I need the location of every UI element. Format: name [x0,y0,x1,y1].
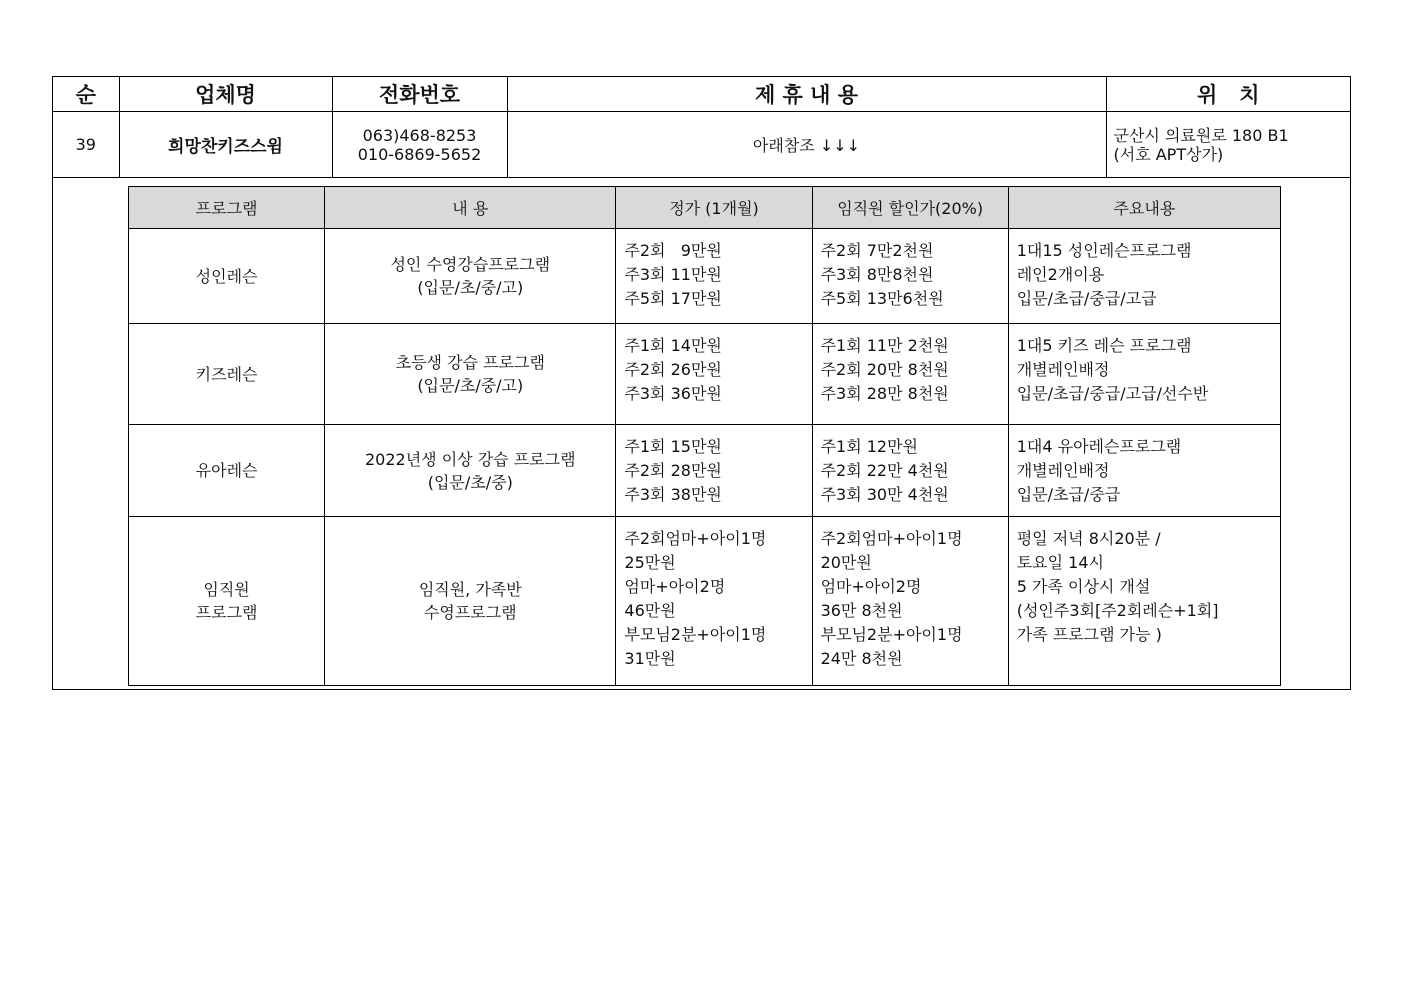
discount-cell [812,229,1008,324]
header-no: 순 [53,77,119,112]
affiliate-table-header [53,77,1350,112]
row-location [1106,112,1350,178]
cell-line: 주3회 36만원 [624,384,722,403]
cell-line: 주3회 38만원 [624,485,722,504]
cell-line: 입문/초급/중급/고급 [1016,289,1157,308]
program-row [129,324,1281,425]
cell-line: 46만원 [624,601,676,620]
program-row [129,229,1281,324]
cell-line: 엄마+아이2명 [624,577,726,596]
discount-cell [812,517,1008,686]
cell-line: 24만 8천원 [820,649,903,668]
row-phone [332,112,507,178]
discount-cell [812,324,1008,425]
cell-line: 평일 저녁 8시20분 / [1016,529,1161,548]
cell-line: 임직원, 가족반 [418,580,522,599]
row-no: 39 [53,112,119,178]
cell-line: 2022년생 이상 강습 프로그램 [365,449,576,469]
discount-cell [812,425,1008,517]
cell-line: 주1회 12만원 [820,437,919,456]
cell-line: 1대4 유아레슨프로그램 [1016,437,1182,456]
header-discount: 임직원 할인가(20%) [812,187,1008,229]
content-cell [325,229,616,324]
cell-line: 주1회 15만원 [624,437,722,456]
cell-line: (입문/초/중/고) [417,278,524,297]
header-content: 내 용 [325,187,616,229]
cell-line: 주5회 13만6천원 [820,289,944,308]
phone-line: 010-6869-5652 [357,144,482,164]
cell-line: 입문/초급/중급 [1016,485,1121,504]
cell-line: 레인2개이용 [1016,265,1105,284]
content-cell [325,324,616,425]
header-location: 위 치 [1106,77,1350,112]
cell-line: 36만 8천원 [820,601,903,620]
program-table-header [129,187,1281,229]
affiliate-document [52,76,1351,690]
cell-line: 20만원 [820,553,872,572]
location-line: (서호 APT상가) [1113,144,1224,164]
cell-line: 성인레슨 [195,266,258,286]
notes-cell [1008,517,1280,686]
cell-line: 주2회 9만원 [624,241,722,260]
cell-line: 초등생 강습 프로그램 [395,353,545,372]
cell-line: 개별레인배정 [1016,360,1110,379]
price-cell [616,517,812,686]
cell-line: 수영프로그램 [423,603,517,622]
cell-line: 프로그램 [195,603,258,622]
header-phone: 전화번호 [332,77,507,112]
cell-line: 1대15 성인레슨프로그램 [1016,241,1192,260]
cell-line: 주2회 7만2천원 [820,241,934,260]
cell-line: 개별레인배정 [1016,461,1110,480]
cell-line: 주2회엄마+아이1명 [624,529,767,548]
phone-line: 063)468-8253 [362,125,477,145]
cell-line: 성인 수영강습프로그램 [390,255,551,274]
header-notes: 주요내용 [1008,187,1280,229]
cell-line: 주3회 8만8천원 [820,265,934,284]
cell-line: 주2회엄마+아이1명 [820,529,963,548]
price-cell [616,425,812,517]
cell-line: 부모님2분+아이1명 [624,625,767,644]
cell-line: 엄마+아이2명 [820,577,922,596]
cell-line: 가족 프로그램 가능 ) [1016,625,1162,644]
cell-line: 주3회 28만 8천원 [820,384,949,403]
notes-cell [1008,229,1280,324]
content-cell [325,517,616,686]
cell-line: (입문/초/중/고) [417,376,524,395]
header-company: 업체명 [119,77,332,112]
row-company: 희망찬키즈스윔 [119,112,332,178]
cell-line: 주5회 17만원 [624,289,722,308]
cell-line: (입문/초/중) [427,472,513,492]
program-cell [129,324,325,425]
price-cell [616,324,812,425]
cell-line: 25만원 [624,553,676,572]
cell-line: 5 가족 이상시 개설 [1016,577,1151,596]
affiliate-table [53,77,1350,178]
affiliate-row [53,112,1350,178]
notes-cell [1008,324,1280,425]
cell-line: 임직원 [203,580,250,599]
program-cell [129,425,325,517]
cell-line: 주3회 30만 4천원 [820,485,949,504]
cell-line: 주2회 20만 8천원 [820,360,949,379]
cell-line: 주2회 22만 4천원 [820,461,949,480]
cell-line: 유아레슨 [195,461,258,480]
cell-line: 주1회 11만 2천원 [820,336,949,355]
notes-cell [1008,425,1280,517]
cell-line: 31만원 [624,649,676,668]
cell-line: 키즈레슨 [195,364,258,384]
cell-line: 부모님2분+아이1명 [820,625,963,644]
cell-line: 토요일 14시 [1016,553,1104,572]
header-benefit: 제 휴 내 용 [507,77,1106,112]
cell-line: 입문/초급/중급/고급/선수반 [1016,384,1209,403]
content-cell [325,425,616,517]
cell-line: 주2회 28만원 [624,461,722,480]
program-row [129,425,1281,517]
program-row [129,517,1281,686]
program-cell [129,517,325,686]
program-table [128,186,1281,686]
header-program: 프로그램 [129,187,325,229]
cell-line: (성인주3회[주2회레슨+1회] [1016,601,1219,620]
cell-line: 주3회 11만원 [624,265,722,284]
cell-line: 주1회 14만원 [624,336,722,355]
row-benefit: 아래참조 ↓↓↓ [507,112,1106,178]
cell-line: 주2회 26만원 [624,360,722,379]
program-cell [129,229,325,324]
price-cell [616,229,812,324]
header-price: 정가 (1개월) [616,187,812,229]
location-line: 군산시 의료원로 180 B1 [1113,125,1289,145]
cell-line: 1대5 키즈 레슨 프로그램 [1016,336,1192,355]
